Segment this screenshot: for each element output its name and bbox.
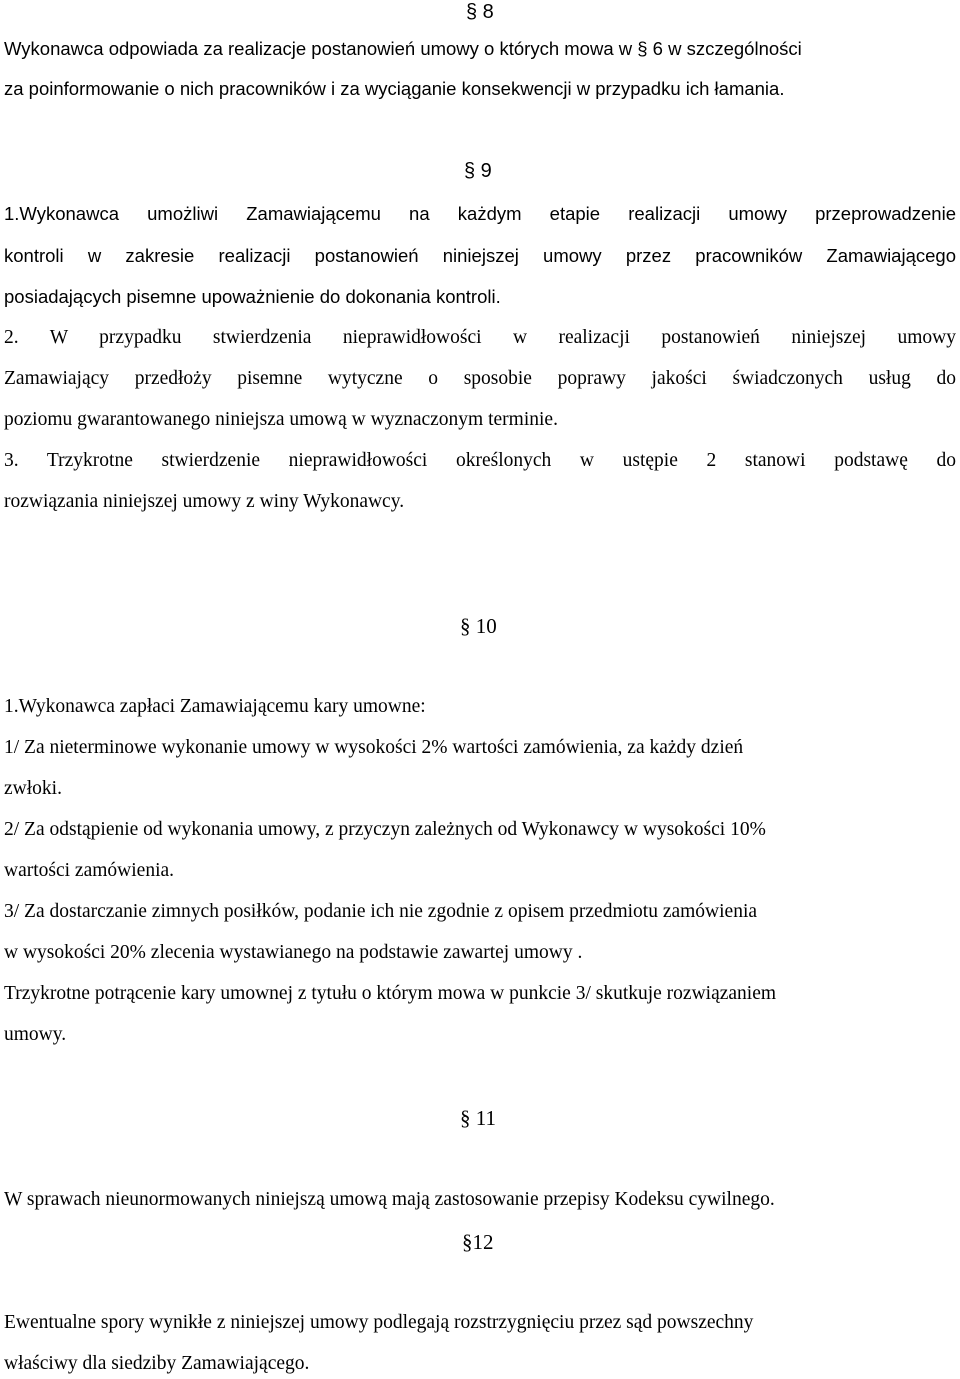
section-9-line: 1.Wykonawca umożliwi Zamawiającemu na każdym etapie realizacji umowy przeprowadzenie	[4, 203, 956, 224]
section-10-line: 3/ Za dostarczanie zimnych posiłków, podanie ich nie zgodnie z opisem przedmiotu zamówienia	[4, 901, 758, 922]
section-8-line: Wykonawca odpowiada za realizacje postanowień umowy o których mowa w § 6 w szczególności	[4, 38, 802, 59]
section-10-line: umowy.	[4, 1024, 67, 1045]
section-12-line: Ewentualne spory wynikłe z niniejszej umowy podlegają rozstrzygnięciu przez sąd powszechny	[4, 1312, 754, 1333]
section-9-line: rozwiązania niniejszej umowy z winy Wykonawcy.	[4, 491, 405, 512]
section-12-line: właściwy dla siedziby Zamawiającego.	[4, 1353, 310, 1374]
section-8-line: za poinformowanie o nich pracowników i za wyciąganie konsekwencji w przypadku ich łamania.	[4, 78, 785, 99]
section-10-line: 1/ Za nieterminowe wykonanie umowy w wysokości 2% wartości zamówienia, za każdy dzień	[4, 737, 744, 758]
section-12-heading: §12	[462, 1230, 494, 1254]
section-9-line: Zamawiający przedłoży pisemne wytyczne o sposobie poprawy jakości świadczonych usług do	[4, 368, 956, 389]
section-10-line: Trzykrotne potrącenie kary umownej z tytułu o którym mowa w punkcie 3/ skutkuje rozwiązaniem	[4, 983, 777, 1004]
section-9-line: kontroli w zakresie realizacji postanowień niniejszej umowy przez pracowników Zamawiającego	[4, 245, 956, 266]
section-10-line: wartości zamówienia.	[4, 860, 175, 881]
section-10-line: w wysokości 20% zlecenia wystawianego na podstawie zawartej umowy .	[4, 942, 583, 963]
section-11-line: W sprawach nieunormowanych niniejszą umową mają zastosowanie przepisy Kodeksu cywilnego.	[4, 1189, 775, 1210]
section-9-line: poziomu gwarantowanego niniejsza umową w wyznaczonym terminie.	[4, 409, 558, 430]
section-9-heading: § 9	[464, 160, 492, 182]
section-10-line: 1.Wykonawca zapłaci Zamawiającemu kary umowne:	[4, 696, 426, 717]
section-9-line: 2. W przypadku stwierdzenia nieprawidłowości w realizacji postanowień niniejszej umowy	[4, 327, 956, 348]
section-10-heading: § 10	[460, 614, 497, 638]
section-9-line: 3. Trzykrotne stwierdzenie nieprawidłowości określonych w ustępie 2 stanowi podstawę do	[4, 450, 956, 471]
section-10-line: 2/ Za odstąpienie od wykonania umowy, z przyczyn zależnych od Wykonawcy w wysokości 10%	[4, 819, 766, 840]
section-9-line: posiadających pisemne upoważnienie do dokonania kontroli.	[4, 286, 501, 307]
section-10-line: zwłoki.	[4, 778, 62, 799]
section-11-heading: § 11	[460, 1106, 496, 1130]
section-8-heading: § 8	[466, 1, 494, 23]
